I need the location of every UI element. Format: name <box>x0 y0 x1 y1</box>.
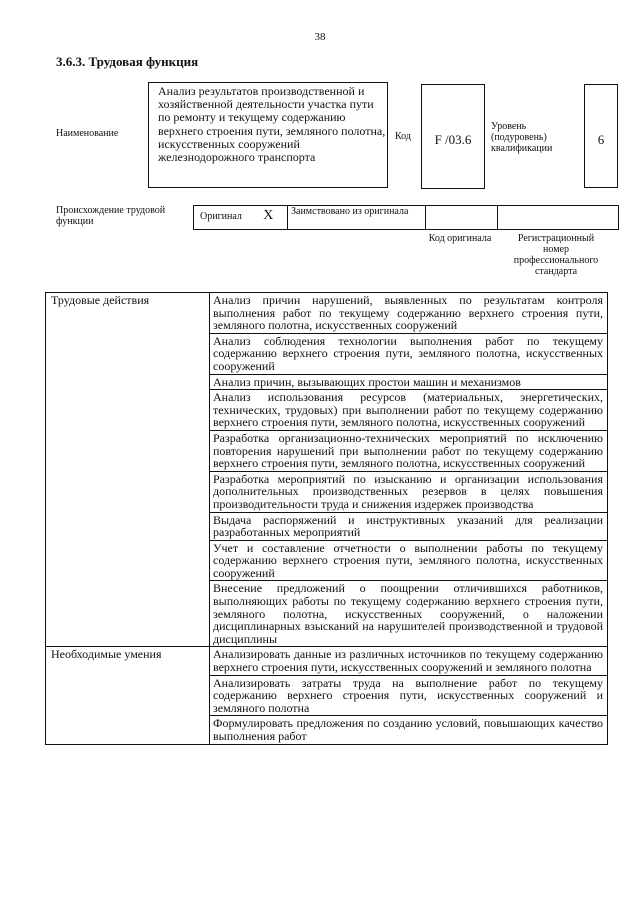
original-code-cell <box>426 206 498 230</box>
function-details-table <box>45 292 608 745</box>
row-text: Анализировать данные из различных источников по текущему содержанию верхнего строения пути, искусственных сооружений и земляного полотна <box>210 647 608 675</box>
level-label: Уровень (подуровень) квалификации <box>491 121 553 154</box>
row-text: Разработка организационно-технических мероприятий по исключению повторения нарушений при выполнении работ по текущему содержанию верхнего строения пути, земляного полотна, искусственных сооружений <box>210 430 608 471</box>
code-value-box: F /03.6 <box>421 84 485 189</box>
section-title: 3.6.3. Трудовая функция <box>56 54 199 69</box>
row-text: Выдача распоряжений и инструктивных указаний для реализации разработанных мероприятий <box>210 512 608 540</box>
table-row <box>46 647 608 675</box>
borrowed-label: Заимствовано из оригинала <box>288 206 426 230</box>
page-number: 38 <box>314 31 326 43</box>
registration-number-cell <box>498 206 619 230</box>
reg-number-caption: Регистрационный номер профессионального стандарта <box>513 233 599 277</box>
row-text: Анализ соблюдения технологии выполнения работ по текущему содержанию верхнего строения пути, земляного полотна, искусственных сооружений <box>210 333 608 374</box>
level-value-box: 6 <box>584 84 618 188</box>
function-name-box: Анализ результатов производственной и хозяйственной деятельности участка пути по ремонту и текущему содержанию верхнего строения пути, земляного полотна, искусственных сооружений железнодорожного транспорта <box>148 82 388 188</box>
table-row <box>46 293 608 334</box>
section-category: Трудовые действия <box>46 293 210 647</box>
row-text: Анализ использования ресурсов (материальных, энергетических, технических, трудовых) при выполнении работ по текущему содержанию верхнего строения пути, земляного полотна, искусственных сооружений <box>210 390 608 431</box>
name-label: Наименование <box>56 128 119 139</box>
original-mark: X <box>250 206 288 230</box>
row-text: Внесение предложений о поощрении отличившихся работников, выполняющих работы по текущему содержанию верхнего строения пути, земляного полотна, искусственных сооружений, о наложении дисциплинарных взысканий на нарушителей производственной и трудовой дисциплины <box>210 581 608 647</box>
row-text: Анализ причин, вызывающих простои машин и механизмов <box>210 374 608 390</box>
code-original-caption: Код оригинала <box>428 233 492 244</box>
row-text: Учет и составление отчетности о выполнении работы по текущему содержанию верхнего строения пути, земляного полотна, искусственных сооружений <box>210 540 608 581</box>
row-text: Анализ причин нарушений, выявленных по результатам контроля выполнения работ по текущему содержанию верхнего строения пути, земляного полотна, искусственных сооружений <box>210 293 608 334</box>
origin-table <box>193 205 619 230</box>
code-label: Код <box>395 131 411 142</box>
row-text: Разработка мероприятий по изысканию и организации использования дополнительных производственных резервов в целях повышения производительности труда и снижения издержек производства <box>210 471 608 512</box>
row-text: Анализировать затраты труда на выполнение работ по текущему содержанию верхнего строения пути, искусственных сооружений и земляного полотна <box>210 675 608 716</box>
original-label: Оригинал <box>194 206 250 230</box>
section-category: Необходимые умения <box>46 647 210 744</box>
origin-label: Происхождение трудовой функции <box>56 205 166 227</box>
row-text: Формулировать предложения по созданию условий, повышающих качество выполнения работ <box>210 716 608 744</box>
